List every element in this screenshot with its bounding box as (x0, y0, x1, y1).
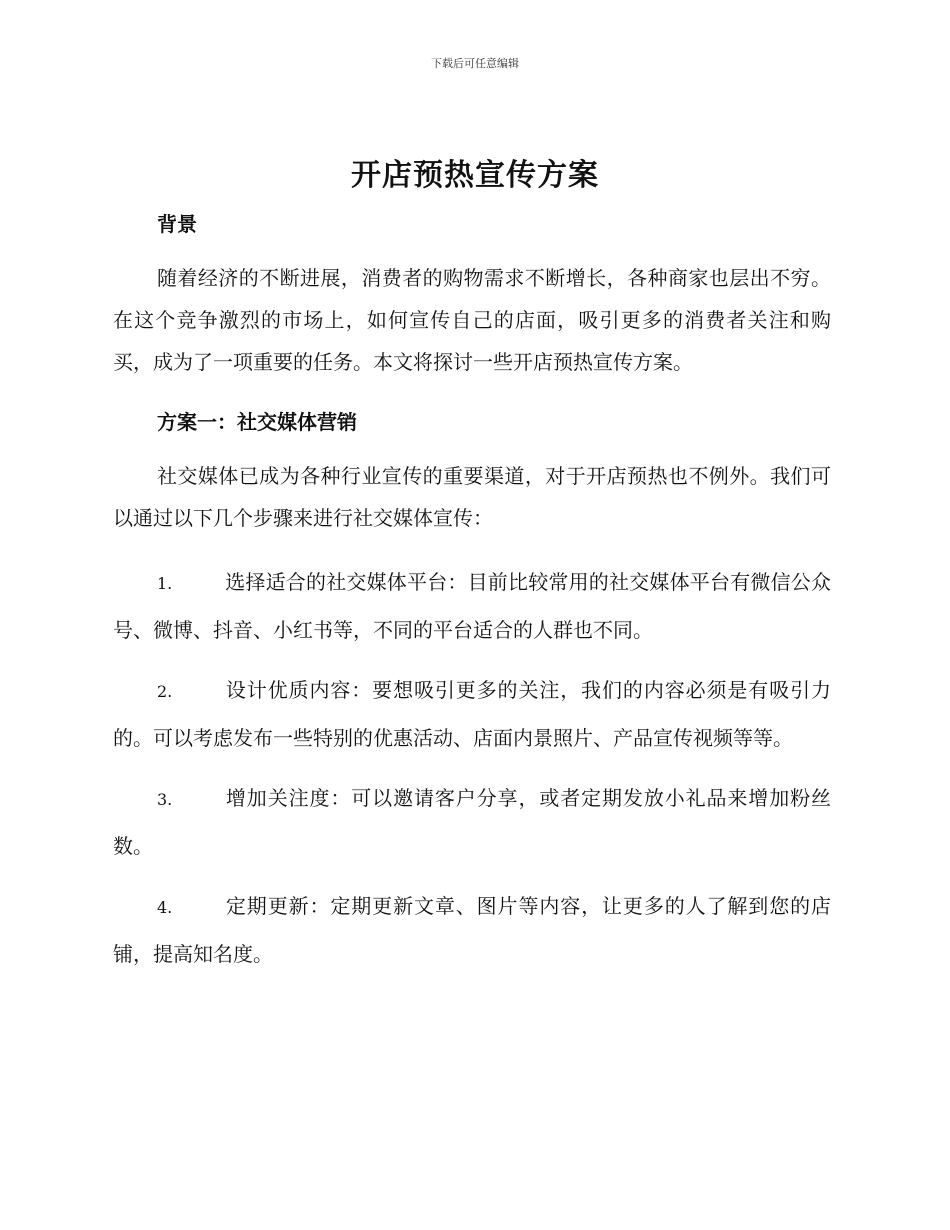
list-item-text: 选择适合的社交媒体平台：目前比较常用的社交媒体平台有微信公众号、微博、抖音、小红书等，不同的平台适合的人群也不同。 (113, 570, 831, 642)
list-item-number: 4. (157, 898, 173, 917)
background-paragraph: 随着经济的不断进展，消费者的购物需求不断增长，各种商家也层出不穷。在这个竞争激烈的市场上，如何宣传自己的店面，吸引更多的消费者关注和购买，成为了一项重要的任务。本文将探讨一些开店预热宣传方案。 (113, 266, 831, 374)
list-item-number: 2. (157, 682, 173, 701)
list-item-number: 3. (157, 790, 173, 809)
section-heading-plan1: 方案一：社交媒体营销 (157, 410, 357, 434)
list-item (113, 559, 831, 653)
list-item-number: 1. (157, 574, 173, 593)
list-item-text: 设计优质内容：要想吸引更多的关注，我们的内容必须是有吸引力的。可以考虑发布一些特别的优惠活动、店面内景照片、产品宣传视频等等。 (113, 678, 831, 750)
page-title: 开店预热宣传方案 (351, 158, 599, 193)
list-item (113, 883, 831, 977)
list-item-text: 增加关注度：可以邀请客户分享，或者定期发放小礼品来增加粉丝数。 (113, 786, 831, 858)
header-note: 下载后可任意编辑 (431, 57, 519, 70)
document-body (113, 205, 831, 977)
list-item-text: 定期更新：定期更新文章、图片等内容，让更多的人了解到您的店铺，提高知名度。 (113, 894, 831, 966)
list-item (113, 667, 831, 761)
section-heading-background: 背景 (157, 212, 197, 236)
plan1-intro-paragraph: 社交媒体已成为各种行业宣传的重要渠道，对于开店预热也不例外。我们可以通过以下几个步骤来进行社交媒体宣传： (113, 464, 831, 530)
list-item (113, 775, 831, 869)
